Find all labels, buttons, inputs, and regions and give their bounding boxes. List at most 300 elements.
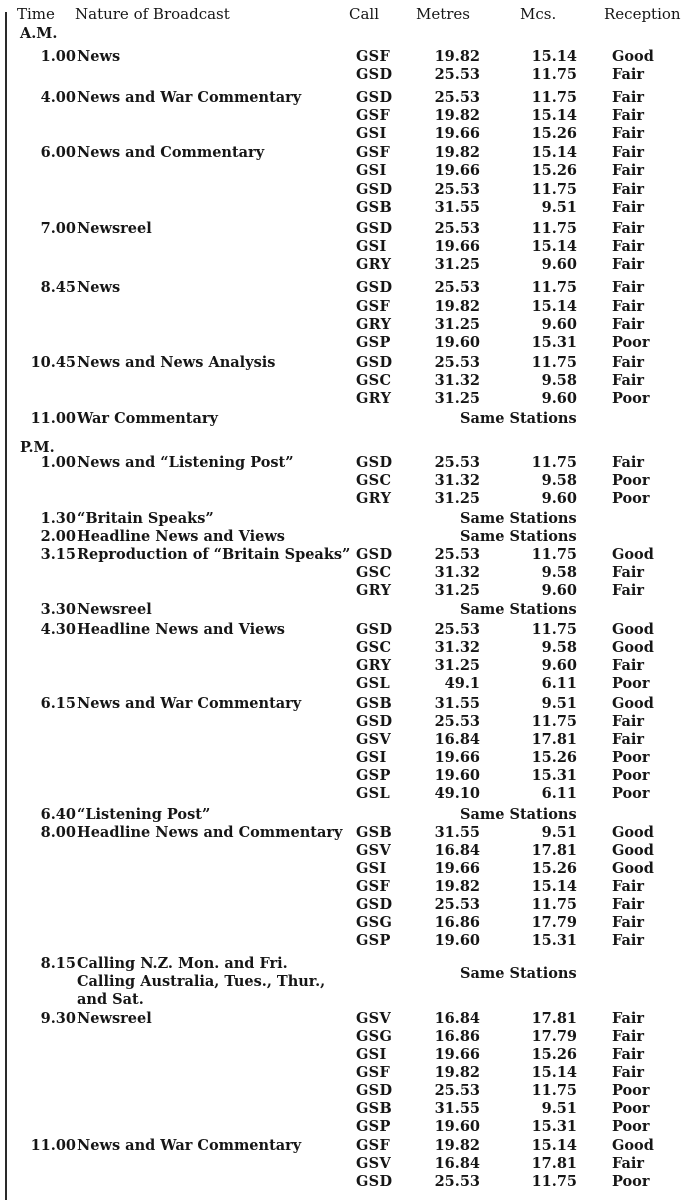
row-reception: Fair [612,878,645,895]
row-reception: Fair [612,107,645,124]
row-call: GSF [356,878,391,895]
row-same-stations: Same Stations [460,806,577,823]
row-call: GRY [356,316,392,333]
row-mcs: 11.75 [531,621,577,638]
header-time: Time [17,5,55,23]
row-reception: Fair [612,298,645,315]
row-reception: Poor [612,334,650,351]
table-row [0,143,700,163]
row-reception: Fair [612,1010,645,1027]
row-call: GSD [356,621,393,638]
row-call: GSI [356,860,387,877]
row-call: GSD [356,279,393,296]
row-reception: Poor [612,490,650,507]
row-mcs: 9.58 [541,472,577,489]
row-nature: Headline News and Views [77,621,285,638]
section-am: A.M. [20,25,58,42]
table-row [0,1136,700,1156]
table-row [0,1063,700,1083]
row-call: GSP [356,932,391,949]
row-metres: 19.82 [434,107,480,124]
row-mcs: 11.75 [531,454,577,471]
row-nature: War Commentary [77,410,218,427]
table-row [0,88,700,108]
row-metres: 49.10 [434,785,480,802]
row-metres: 16.84 [434,1155,480,1172]
row-nature: News [77,48,121,65]
row-call: GSF [356,1137,391,1154]
row-metres: 31.25 [434,490,480,507]
row-reception: Fair [612,256,645,273]
row-reception: Good [612,639,654,656]
row-mcs: 15.14 [531,144,577,161]
row-call: GSF [356,298,391,315]
header-mcs: Mcs. [520,5,557,23]
row-call: GRY [356,390,392,407]
row-time: 11.00 [30,1137,76,1154]
row-call: GSV [356,842,392,859]
table-row [0,841,700,861]
row-metres: 19.82 [434,144,480,161]
row-call: GSD [356,220,393,237]
row-metres: 31.55 [434,824,480,841]
row-reception: Fair [612,1064,645,1081]
row-call: GSF [356,107,391,124]
row-reception: Fair [612,125,645,142]
row-mcs: 15.31 [531,932,577,949]
row-metres: 31.32 [434,472,480,489]
row-call: GSC [356,564,392,581]
table-row [0,972,700,992]
row-nature: “Britain Speaks” [77,510,214,527]
row-nature: News and War Commentary [77,89,302,106]
table-row [0,371,700,391]
table-row [0,180,700,200]
row-metres: 19.82 [434,1137,480,1154]
table-row [0,527,700,547]
row-metres: 25.53 [434,713,480,730]
row-metres: 16.84 [434,731,480,748]
table-row [0,1045,700,1065]
row-reception: Fair [612,914,645,931]
row-mcs: 15.31 [531,1118,577,1135]
table-row [0,124,700,144]
row-call: GSF [356,144,391,161]
row-metres: 31.55 [434,199,480,216]
table-row [0,877,700,897]
table-row [0,712,700,732]
row-call: GSD [356,546,393,563]
row-reception: Good [612,48,654,65]
row-time: 10.45 [30,354,76,371]
row-call: GSF [356,48,391,65]
row-metres: 25.53 [434,220,480,237]
row-metres: 31.32 [434,639,480,656]
row-call: GRY [356,657,392,674]
row-reception: Fair [612,932,645,949]
table-row [0,563,700,583]
row-time: 1.30 [40,510,76,527]
row-call: GRY [356,490,392,507]
row-mcs: 17.81 [531,1010,577,1027]
row-reception: Fair [612,89,645,106]
row-time: 2.00 [40,528,76,545]
row-nature: “Listening Post” [77,806,211,823]
row-reception: Fair [612,564,645,581]
row-metres: 25.53 [434,621,480,638]
row-time: 3.30 [40,601,76,618]
row-reception: Poor [612,1118,650,1135]
row-mcs: 15.14 [531,1137,577,1154]
row-same-stations: Same Stations [460,528,577,545]
row-metres: 25.53 [434,354,480,371]
row-mcs: 15.14 [531,107,577,124]
row-reception: Good [612,546,654,563]
row-metres: 19.66 [434,1046,480,1063]
row-mcs: 9.60 [541,390,577,407]
row-same-stations: Same Stations [460,410,577,427]
row-reception: Fair [612,162,645,179]
row-mcs: 9.60 [541,256,577,273]
row-call: GSI [356,162,387,179]
table-row [0,1027,700,1047]
row-metres: 19.82 [434,298,480,315]
row-mcs: 9.51 [541,695,577,712]
row-reception: Fair [612,144,645,161]
table-row [0,47,700,67]
table-row [0,638,700,658]
row-same-stations: Same Stations [460,965,577,982]
row-time: 8.00 [40,824,76,841]
table-row [0,106,700,126]
row-mcs: 11.75 [531,89,577,106]
row-mcs: 11.75 [531,713,577,730]
row-mcs: 17.79 [531,1028,577,1045]
row-call: GSF [356,1064,391,1081]
row-metres: 25.53 [434,454,480,471]
row-mcs: 9.51 [541,824,577,841]
table-row [0,581,700,601]
row-time: 9.30 [40,1010,76,1027]
row-mcs: 6.11 [541,675,577,692]
row-time: 7.00 [40,220,76,237]
row-reception: Good [612,621,654,638]
row-mcs: 15.26 [531,1046,577,1063]
row-reception: Fair [612,372,645,389]
row-call: GSC [356,372,392,389]
row-reception: Fair [612,354,645,371]
row-mcs: 17.81 [531,842,577,859]
table-row [0,1154,700,1174]
row-nature: Newsreel [77,1010,152,1027]
row-nature: Newsreel [77,601,152,618]
row-call: GSC [356,639,392,656]
row-mcs: 17.79 [531,914,577,931]
row-reception: Fair [612,896,645,913]
row-metres: 16.86 [434,1028,480,1045]
table-row [0,1099,700,1119]
row-metres: 16.84 [434,842,480,859]
row-metres: 19.66 [434,860,480,877]
row-reception: Good [612,1137,654,1154]
row-metres: 25.53 [434,66,480,83]
row-mcs: 9.51 [541,199,577,216]
row-call: GRY [356,582,392,599]
row-call: GSI [356,1046,387,1063]
row-mcs: 15.26 [531,860,577,877]
row-call: GSD [356,1082,393,1099]
row-nature: Headline News and Views [77,528,285,545]
table-row [0,784,700,804]
row-time: 1.00 [40,48,76,65]
row-reception: Fair [612,657,645,674]
row-mcs: 9.60 [541,657,577,674]
row-mcs: 17.81 [531,1155,577,1172]
row-time: 11.00 [30,410,76,427]
row-metres: 31.55 [434,1100,480,1117]
row-mcs: 15.31 [531,767,577,784]
row-reception: Fair [612,454,645,471]
row-mcs: 11.75 [531,1173,577,1190]
row-nature: News and News Analysis [77,354,276,371]
table-row [0,489,700,509]
row-metres: 49.1 [444,675,480,692]
row-reception: Poor [612,749,650,766]
row-reception: Poor [612,767,650,784]
row-metres: 31.25 [434,256,480,273]
table-row [0,694,700,714]
row-metres: 31.32 [434,564,480,581]
row-metres: 25.53 [434,181,480,198]
row-call: GSB [356,824,393,841]
row-call: GSC [356,472,392,489]
row-call: GSB [356,199,393,216]
table-row [0,297,700,317]
row-reception: Fair [612,238,645,255]
row-reception: Fair [612,199,645,216]
row-mcs: 6.11 [541,785,577,802]
row-metres: 19.66 [434,162,480,179]
row-metres: 31.25 [434,657,480,674]
row-call: GSG [356,1028,393,1045]
row-nature: News [77,279,121,296]
row-reception: Poor [612,785,650,802]
row-call: GSP [356,334,391,351]
row-mcs: 11.75 [531,896,577,913]
row-mcs: 11.75 [531,279,577,296]
table-row [0,1009,700,1029]
row-reception: Fair [612,1046,645,1063]
row-call: GSI [356,125,387,142]
row-reception: Poor [612,1173,650,1190]
table-row [0,409,700,429]
row-time: 8.15 [40,955,76,972]
row-call: GSV [356,731,392,748]
row-call: GSD [356,181,393,198]
row-reception: Good [612,824,654,841]
row-metres: 19.66 [434,125,480,142]
row-call: GSI [356,238,387,255]
row-call: GRY [356,256,392,273]
row-mcs: 9.58 [541,639,577,656]
row-metres: 19.66 [434,749,480,766]
table-row [0,931,700,951]
row-nature: and Sat. [77,991,144,1008]
row-reception: Fair [612,220,645,237]
row-mcs: 17.81 [531,731,577,748]
table-row [0,1117,700,1137]
row-reception: Fair [612,66,645,83]
row-metres: 19.82 [434,1064,480,1081]
row-time: 6.40 [40,806,76,823]
row-nature: Newsreel [77,220,152,237]
table-row [0,219,700,239]
row-reception: Poor [612,390,650,407]
row-mcs: 15.14 [531,878,577,895]
table-row [0,545,700,565]
row-mcs: 11.75 [531,354,577,371]
row-nature: News and “Listening Post” [77,454,294,471]
row-mcs: 15.14 [531,1064,577,1081]
row-mcs: 15.14 [531,238,577,255]
row-reception: Fair [612,713,645,730]
row-same-stations: Same Stations [460,601,577,618]
row-time: 6.00 [40,144,76,161]
row-metres: 16.86 [434,914,480,931]
row-mcs: 9.60 [541,490,577,507]
row-mcs: 15.26 [531,125,577,142]
row-call: GSG [356,914,393,931]
row-metres: 31.25 [434,316,480,333]
row-metres: 25.53 [434,1082,480,1099]
row-call: GSD [356,896,393,913]
row-metres: 19.60 [434,767,480,784]
table-row [0,620,700,640]
row-call: GSI [356,749,387,766]
row-metres: 25.53 [434,279,480,296]
row-mcs: 11.75 [531,181,577,198]
row-reception: Poor [612,675,650,692]
row-reception: Fair [612,1155,645,1172]
row-mcs: 15.14 [531,48,577,65]
table-row [0,730,700,750]
table-row [0,255,700,275]
table-row [0,509,700,529]
row-metres: 19.82 [434,878,480,895]
row-metres: 19.60 [434,932,480,949]
table-row [0,674,700,694]
table-row [0,278,700,298]
row-metres: 31.25 [434,390,480,407]
row-reception: Good [612,860,654,877]
table-row [0,453,700,473]
row-time: 6.15 [40,695,76,712]
table-row [0,748,700,768]
row-mcs: 11.75 [531,1082,577,1099]
row-time: 8.45 [40,279,76,296]
row-call: GSL [356,785,390,802]
row-time: 4.00 [40,89,76,106]
row-mcs: 11.75 [531,66,577,83]
row-reception: Poor [612,1100,650,1117]
table-row [0,766,700,786]
row-time: 1.00 [40,454,76,471]
table-row [0,315,700,335]
row-reception: Fair [612,181,645,198]
row-call: GSD [356,89,393,106]
row-call: GSB [356,695,393,712]
row-reception: Poor [612,472,650,489]
row-nature: Calling N.Z. Mon. and Fri. [77,955,288,972]
table-row [0,65,700,85]
row-same-stations: Same Stations [460,510,577,527]
row-metres: 19.60 [434,1118,480,1135]
row-time: 4.30 [40,621,76,638]
header-nature: Nature of Broadcast [75,5,230,23]
row-call: GSD [356,66,393,83]
row-nature: News and War Commentary [77,1137,302,1154]
row-reception: Good [612,842,654,859]
table-row [0,1172,700,1192]
row-reception: Fair [612,1028,645,1045]
table-row [0,859,700,879]
row-metres: 31.55 [434,695,480,712]
row-metres: 31.32 [434,372,480,389]
row-mcs: 9.60 [541,582,577,599]
row-nature: Headline News and Commentary [77,824,343,841]
row-call: GSP [356,767,391,784]
table-row [0,895,700,915]
row-call: GSD [356,1173,393,1190]
row-call: GSD [356,713,393,730]
row-reception: Fair [612,731,645,748]
row-call: GSP [356,1118,391,1135]
table-row [0,913,700,933]
row-reception: Poor [612,1082,650,1099]
row-reception: Fair [612,279,645,296]
table-row [0,198,700,218]
row-mcs: 15.31 [531,334,577,351]
row-mcs: 15.14 [531,298,577,315]
row-metres: 31.25 [434,582,480,599]
table-row [0,353,700,373]
row-mcs: 15.26 [531,162,577,179]
row-metres: 19.66 [434,238,480,255]
row-mcs: 15.26 [531,749,577,766]
table-row [0,990,700,1010]
table-row [0,805,700,825]
table-row [0,389,700,409]
row-metres: 25.53 [434,896,480,913]
row-mcs: 9.60 [541,316,577,333]
section-pm: P.M. [20,439,55,456]
table-row [0,600,700,620]
row-nature: Reproduction of “Britain Speaks” [77,546,351,563]
header-metres: Metres [416,5,471,23]
row-call: GSB [356,1100,393,1117]
header-reception: Reception [604,5,681,23]
row-call: GSL [356,675,390,692]
row-metres: 25.53 [434,1173,480,1190]
table-row [0,161,700,181]
row-nature: News and War Commentary [77,695,302,712]
table-row [0,823,700,843]
row-reception: Fair [612,316,645,333]
row-time: 3.15 [40,546,76,563]
table-row [0,237,700,257]
row-metres: 25.53 [434,546,480,563]
row-mcs: 11.75 [531,546,577,563]
